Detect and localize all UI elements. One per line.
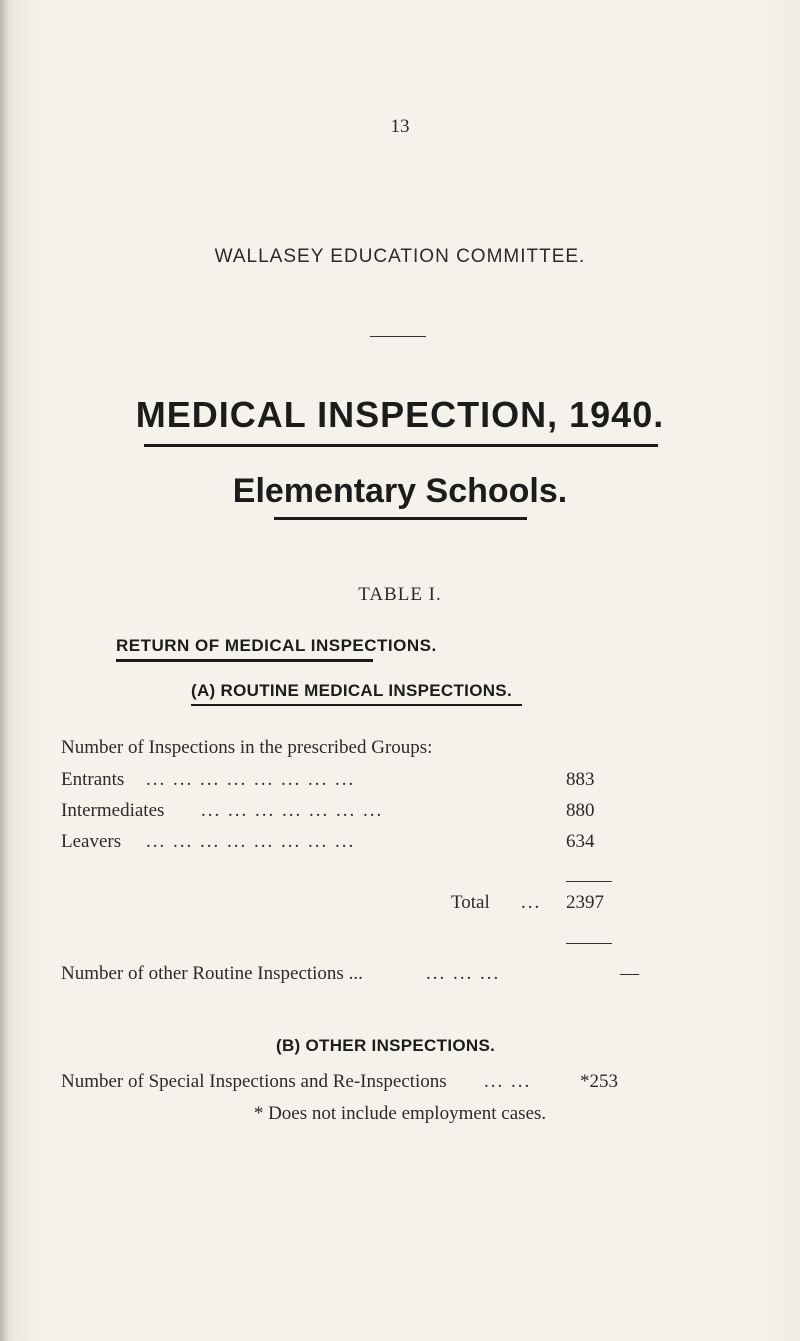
- row-value-intermediates: 880: [566, 800, 595, 821]
- special-inspections-leader-dots: ... ...: [484, 1071, 532, 1092]
- row-leader-dots: ... ... ... ... ... ... ...: [201, 800, 384, 821]
- total-value: 2397: [566, 892, 604, 913]
- other-routine-leader-dots: ... ... ...: [426, 963, 501, 984]
- other-routine-label: Number of other Routine Inspections ...: [61, 963, 363, 984]
- page-subtitle: Elementary Schools.: [232, 472, 568, 510]
- section-heading: RETURN OF MEDICAL INSPECTIONS.: [116, 636, 437, 655]
- total-label: Total: [451, 892, 490, 913]
- section-heading-underline: [116, 659, 373, 662]
- binding-shadow: [0, 0, 8, 1341]
- table-label: TABLE I.: [358, 584, 442, 605]
- page-number: 13: [390, 116, 410, 137]
- other-inspections-heading: (B) OTHER INSPECTIONS.: [276, 1036, 496, 1055]
- title-underline: [144, 444, 658, 447]
- row-leader-dots: ... ... ... ... ... ... ... ...: [146, 769, 356, 790]
- special-inspections-label: Number of Special Inspections and Re-Inspections: [61, 1071, 447, 1092]
- subtitle-underline: [274, 517, 527, 520]
- footnote: * Does not include employment cases.: [253, 1103, 547, 1124]
- routine-heading-underline: [191, 704, 522, 706]
- groups-intro: Number of Inspections in the prescribed Groups:: [61, 737, 433, 758]
- total-leader-dots: ...: [521, 892, 542, 913]
- separator-rule: [370, 336, 426, 337]
- row-value-entrants: 883: [566, 769, 595, 790]
- page-title: MEDICAL INSPECTION, 1940.: [135, 394, 665, 435]
- row-leader-dots: ... ... ... ... ... ... ... ...: [146, 831, 356, 852]
- sum-rule: [566, 881, 612, 882]
- row-label-leavers: Leavers: [61, 831, 122, 852]
- total-rule: [566, 943, 612, 944]
- committee-heading: WALLASEY EDUCATION COMMITTEE.: [214, 246, 586, 267]
- routine-inspections-heading: (A) ROUTINE MEDICAL INSPECTIONS.: [191, 681, 512, 700]
- row-label-entrants: Entrants: [61, 769, 125, 790]
- row-value-leavers: 634: [566, 831, 595, 852]
- special-inspections-value: *253: [580, 1071, 618, 1092]
- other-routine-value: —: [620, 963, 639, 984]
- row-label-intermediates: Intermediates: [61, 800, 165, 821]
